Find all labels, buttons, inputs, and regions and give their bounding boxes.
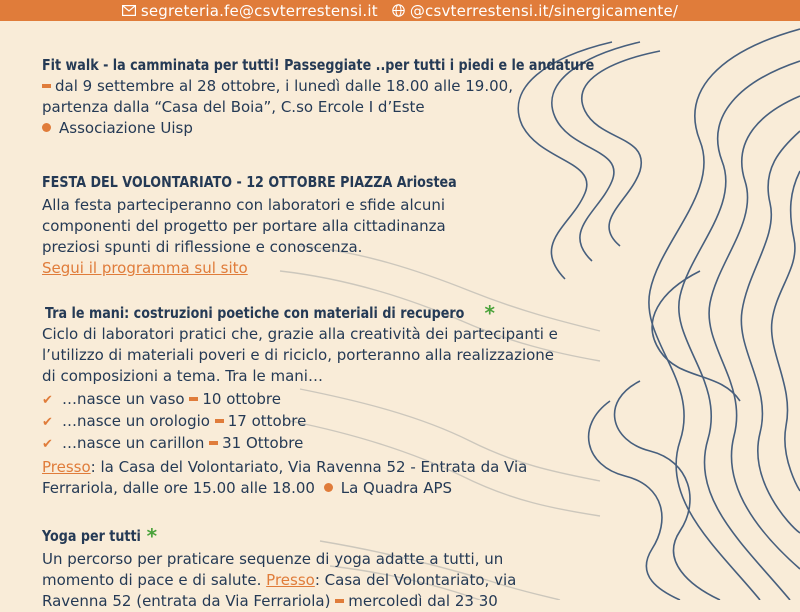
green-star-icon: * (146, 524, 158, 548)
description-line: Alla festa parteciperanno con laboratori e sfide alcuni (42, 196, 446, 214)
workshop-label: …nasce un orologio (62, 412, 210, 430)
schedule-text: mercoledì dal 23 30 (348, 592, 498, 610)
program-link[interactable]: Segui il programma sul sito (42, 259, 248, 277)
meeting-point: partenza dalla “Casa del Boia”, C.so Ercole I d’Este (42, 98, 425, 116)
description-line: di composizioni a tema. Tra le mani… (42, 367, 323, 385)
schedule-text: dal 9 settembre al 28 ottobre, i lunedì dalle 18.00 alle 19.00, (55, 77, 513, 95)
description-line: Ciclo di laboratori pratici che, grazie alla creatività dei partecipanti e (42, 325, 558, 343)
description-line: preziosi spunti di riflessione e conoscenza. (42, 238, 363, 256)
location-text: : Casa del Volontariato, via (314, 571, 517, 589)
organizer-line (42, 118, 602, 139)
workshop-date: 31 Ottobre (222, 434, 304, 452)
event-fit-walk (42, 55, 602, 139)
location-line (42, 591, 602, 612)
envelope-icon (122, 5, 136, 16)
workshop-label: …nasce un vaso (62, 390, 185, 408)
green-star-icon: * (484, 301, 495, 325)
location-text: Ferrariola, dalle ore 15.00 alle 18.00 (42, 479, 315, 497)
dash-marker (209, 441, 218, 445)
workshop-label: …nasce un carillon (62, 434, 205, 452)
workshop-date: 17 ottobre (227, 412, 307, 430)
presso-label: Presso (42, 458, 91, 476)
email-text: segreteria.fe@csvterrestensi.it (140, 1, 378, 20)
description-line: l’utilizzo di materiali poveri e di riciclo, porteranno alla realizzazione (42, 346, 555, 364)
workshop-item (42, 411, 602, 433)
workshop-item (42, 433, 602, 455)
event-tra-le-mani (42, 303, 602, 499)
website-text: @csvterrestensi.it/sinergicamente/ (409, 1, 679, 20)
dash-marker (335, 599, 344, 603)
organizer-name: Associazione Uisp (59, 119, 193, 137)
website-contact[interactable] (392, 2, 678, 20)
location-line (42, 478, 602, 499)
description-line (42, 570, 602, 591)
location-line (42, 457, 602, 478)
email-contact[interactable] (122, 2, 378, 20)
check-icon: ✔ (42, 437, 53, 452)
description-line: Un percorso per praticare sequenze di yoga adatte a tutti, un (42, 550, 504, 568)
presso-label: Presso (266, 571, 315, 589)
location-text: : la Casa del Volontariato, Via Ravenna 52 - Entrata da Via (90, 458, 528, 476)
check-icon: ✔ (42, 415, 53, 430)
bullet-dot-icon (324, 483, 333, 492)
contact-bar (0, 0, 800, 21)
description-text: momento di pace e di salute. (42, 571, 262, 589)
event-title: FESTA DEL VOLONTARIATO - 12 OTTOBRE PIAZZA Ariostea (42, 173, 457, 191)
dash-marker (189, 397, 198, 401)
description-line: componenti del progetto per portare alla cittadinanza (42, 217, 446, 235)
bullet-dot-icon (42, 123, 51, 132)
event-title: Tra le mani: costruzioni poetiche con materiali di recupero (45, 304, 465, 322)
location-text: Ravenna 52 (entrata da Via Ferrariola) (42, 592, 331, 610)
organizer-name: La Quadra APS (340, 479, 453, 497)
globe-icon (392, 4, 405, 17)
workshop-item (42, 389, 602, 411)
dash-marker (215, 419, 224, 423)
event-yoga (42, 526, 602, 612)
event-festa-volontariato (42, 172, 602, 279)
workshop-date: 10 ottobre (202, 390, 281, 408)
check-icon: ✔ (42, 393, 53, 408)
event-title: Yoga per tutti (42, 527, 141, 545)
schedule-line (42, 76, 602, 97)
event-title: Fit walk - la camminata per tutti! Passeggiate ..per tutti i piedi e le andature (42, 56, 595, 74)
dash-marker (42, 84, 51, 88)
